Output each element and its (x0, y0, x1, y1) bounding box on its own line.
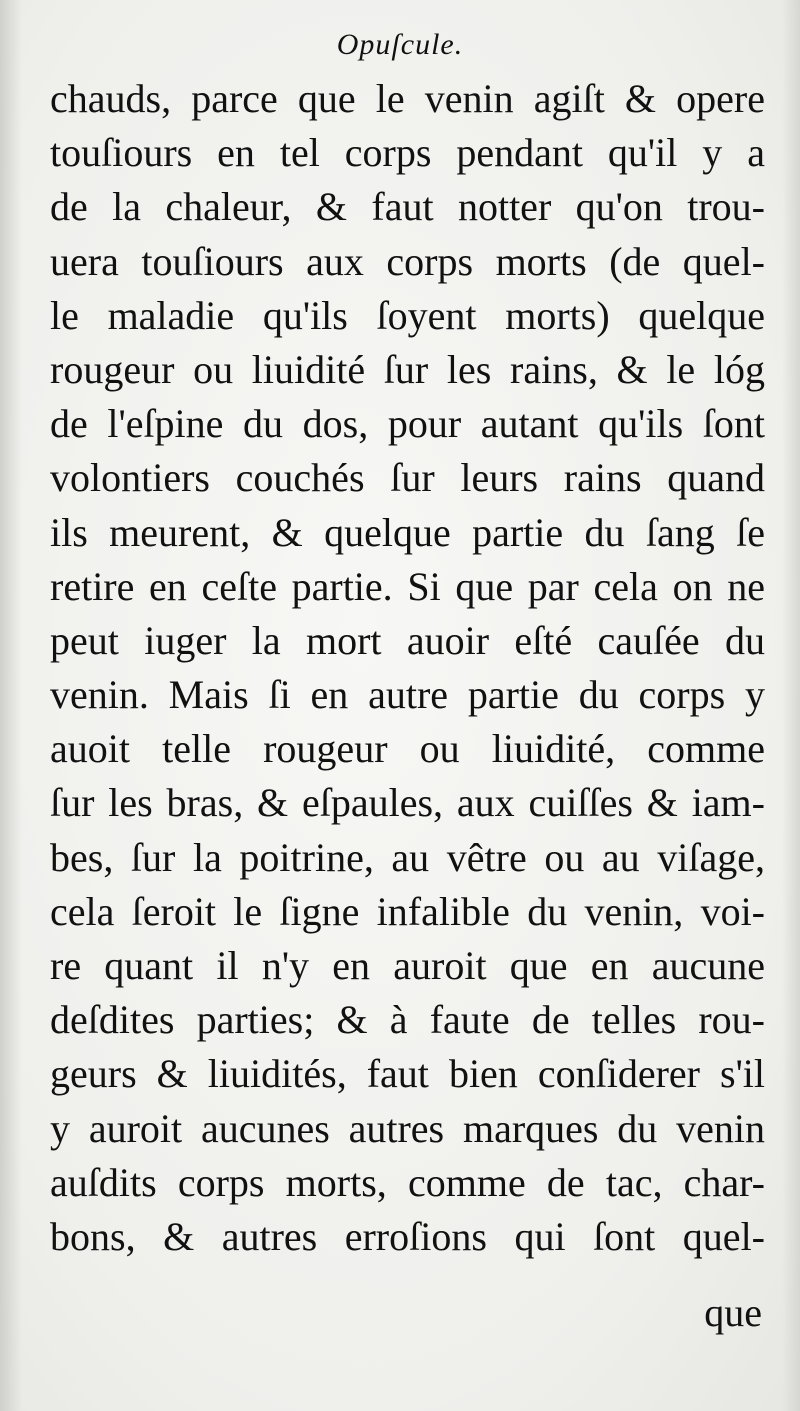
text-line: ils meurent, & quelque partie du ſang ſe (50, 509, 765, 555)
text-line: rougeur ou liuidité ſur les rains, & le lóg (50, 346, 765, 392)
text-line: y auroit aucunes autres marques du venin (50, 1105, 765, 1151)
text-line: de l'eſpine du dos, pour autant qu'ils ſont (50, 401, 765, 447)
text-line: bes, ſur la poitrine, au vêtre ou au viſage, (50, 834, 765, 880)
text-line: de la chaleur, & faut notter qu'on trou- (50, 184, 765, 230)
text-line: volontiers couchés ſur leurs rains quand (50, 455, 765, 501)
text-line: re quant il n'y en auroit que en aucune (50, 943, 765, 988)
running-header: Opuſcule. (336, 28, 464, 61)
text-line: retire en ceſte partie. Si que par cela on ne (50, 563, 765, 609)
text-line: peut iuger la mort auoir eſté cauſée du (50, 617, 765, 663)
text-line: deſdites parties; & à faute de telles rou- (50, 997, 765, 1043)
text-line: auſdits corps morts, comme de tac, char- (50, 1159, 765, 1205)
text-line: le maladie qu'ils ſoyent morts) quelque (50, 292, 765, 338)
text-line: chauds, parce que le venin agiſt & opere (50, 76, 765, 121)
text-line: auoit telle rougeur ou liuidité, comme (50, 726, 765, 772)
text-line: ſur les bras, & eſpaules, aux cuiſſes & iam- (50, 780, 765, 826)
catchword: que (704, 1290, 762, 1335)
text-block (50, 72, 765, 1264)
text-line: geurs & liuidités, faut bien conſiderer s'il (50, 1051, 765, 1097)
page-edge-shadow-right (782, 0, 800, 1411)
text-line: touſiours en tel corps pendant qu'il y a (50, 130, 765, 176)
text-line: venin. Mais ſi en autre partie du corps y (50, 672, 765, 718)
text-line: cela ſeroit le ſigne infalible du venin, voi- (50, 888, 765, 934)
text-line: uera touſiours aux corps morts (de quel- (50, 238, 765, 284)
page-edge-shadow-left (0, 0, 22, 1411)
text-line: bons, & autres erroſions qui ſont quel- (50, 1213, 765, 1259)
